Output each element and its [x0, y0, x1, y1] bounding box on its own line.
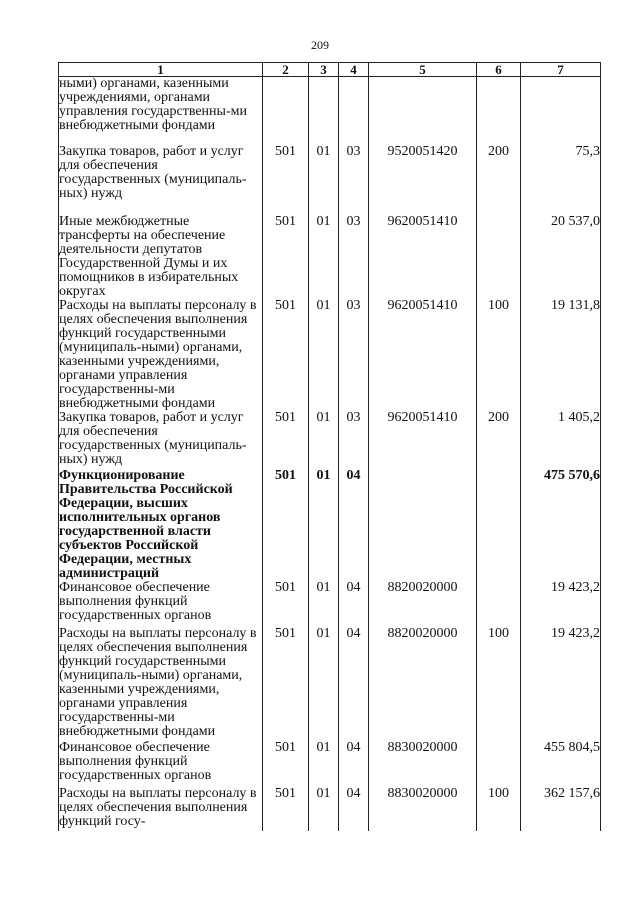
- row-subsection: 03: [339, 215, 369, 299]
- row-subsection: [339, 77, 369, 146]
- row-ministry: [263, 77, 309, 146]
- row-subsection: 03: [339, 411, 369, 469]
- row-section: 01: [309, 411, 339, 469]
- row-target-code: 8820020000: [369, 627, 477, 741]
- row-name: Расходы на выплаты персоналу в целях обеспечения выполнения функций государственными (муниципаль-ными) органами, казенными учреждениями, органами управления государственны-ми внебюджетными фондами: [59, 627, 263, 741]
- row-subsection: 04: [339, 581, 369, 627]
- row-expense-type: 100: [477, 627, 521, 741]
- row-ministry: 501: [263, 741, 309, 787]
- row-ministry: 501: [263, 215, 309, 299]
- row-expense-type: 200: [477, 145, 521, 215]
- col-header-4: 4: [339, 63, 369, 77]
- table-row: [59, 627, 601, 741]
- row-section: 01: [309, 145, 339, 215]
- row-amount: 75,3: [521, 145, 601, 215]
- table-row: [59, 77, 601, 146]
- row-subsection: 03: [339, 145, 369, 215]
- row-expense-type: [477, 77, 521, 146]
- row-subsection: 04: [339, 787, 369, 831]
- col-header-1: 1: [59, 63, 263, 77]
- row-ministry: 501: [263, 627, 309, 741]
- header-row: [59, 63, 601, 77]
- row-section: 01: [309, 469, 339, 581]
- row-amount: 1 405,2: [521, 411, 601, 469]
- row-target-code: 8830020000: [369, 787, 477, 831]
- row-subsection: 04: [339, 469, 369, 581]
- row-amount: 19 131,8: [521, 299, 601, 411]
- row-amount: 455 804,5: [521, 741, 601, 787]
- row-amount: 475 570,6: [521, 469, 601, 581]
- row-target-code: [369, 77, 477, 146]
- row-subsection: 04: [339, 741, 369, 787]
- row-name: ными) органами, казенными учреждениями, органами управления государственны-ми внебюджетными фондами: [59, 77, 263, 146]
- row-amount: [521, 77, 601, 146]
- row-target-code: 8830020000: [369, 741, 477, 787]
- col-header-3: 3: [309, 63, 339, 77]
- table-row: [59, 215, 601, 299]
- row-amount: 19 423,2: [521, 627, 601, 741]
- row-section: 01: [309, 581, 339, 627]
- table-row: [59, 299, 601, 411]
- row-expense-type: 100: [477, 299, 521, 411]
- row-name: Расходы на выплаты персоналу в целях обеспечения выполнения функций государственными (муниципаль-ными) органами, казенными учреждениями, органами управления государственны-ми внебюджетными фондами: [59, 299, 263, 411]
- table-row: [59, 411, 601, 469]
- budget-table-wrapper: [58, 62, 600, 831]
- row-ministry: 501: [263, 581, 309, 627]
- row-expense-type: [477, 581, 521, 627]
- row-section: [309, 77, 339, 146]
- row-section: 01: [309, 299, 339, 411]
- row-amount: 20 537,0: [521, 215, 601, 299]
- col-header-6: 6: [477, 63, 521, 77]
- row-subsection: 04: [339, 627, 369, 741]
- table-row: [59, 581, 601, 627]
- row-section: 01: [309, 215, 339, 299]
- row-name: Закупка товаров, работ и услуг для обеспечения государственных (муниципаль-ных) нужд: [59, 145, 263, 215]
- row-amount: 19 423,2: [521, 581, 601, 627]
- page-number: 209: [311, 38, 329, 52]
- row-target-code: 9620051410: [369, 215, 477, 299]
- row-name: Функционирование Правительства Российской Федерации, высших исполнительных органов государственной власти субъектов Российской Федерации, местных администраций: [59, 469, 263, 581]
- row-name: Расходы на выплаты персоналу в целях обеспечения выполнения функций госу-: [59, 787, 263, 831]
- row-section: 01: [309, 787, 339, 831]
- row-section: 01: [309, 741, 339, 787]
- row-expense-type: 200: [477, 411, 521, 469]
- row-target-code: 9620051410: [369, 411, 477, 469]
- row-ministry: 501: [263, 299, 309, 411]
- row-amount: 362 157,6: [521, 787, 601, 831]
- col-header-7: 7: [521, 63, 601, 77]
- row-ministry: 501: [263, 787, 309, 831]
- col-header-2: 2: [263, 63, 309, 77]
- row-target-code: 8820020000: [369, 581, 477, 627]
- table-row: [59, 787, 601, 831]
- row-name: Финансовое обеспечение выполнения функций государственных органов: [59, 741, 263, 787]
- row-expense-type: [477, 469, 521, 581]
- row-ministry: 501: [263, 145, 309, 215]
- row-ministry: 501: [263, 469, 309, 581]
- row-name: Закупка товаров, работ и услуг для обеспечения государственных (муниципаль-ных) нужд: [59, 411, 263, 469]
- row-name: Финансовое обеспечение выполнения функций государственных органов: [59, 581, 263, 627]
- row-section: 01: [309, 627, 339, 741]
- row-name: Иные межбюджетные трансферты на обеспечение деятельности депутатов Государственной Думы и их помощников в избирательных округах: [59, 215, 263, 299]
- row-subsection: 03: [339, 299, 369, 411]
- row-expense-type: 100: [477, 787, 521, 831]
- table-row: [59, 469, 601, 581]
- budget-table: [58, 62, 601, 831]
- table-row: [59, 145, 601, 215]
- row-target-code: 9620051410: [369, 299, 477, 411]
- row-expense-type: [477, 741, 521, 787]
- row-target-code: 9520051420: [369, 145, 477, 215]
- col-header-5: 5: [369, 63, 477, 77]
- row-ministry: 501: [263, 411, 309, 469]
- row-target-code: [369, 469, 477, 581]
- row-expense-type: [477, 215, 521, 299]
- table-row: [59, 741, 601, 787]
